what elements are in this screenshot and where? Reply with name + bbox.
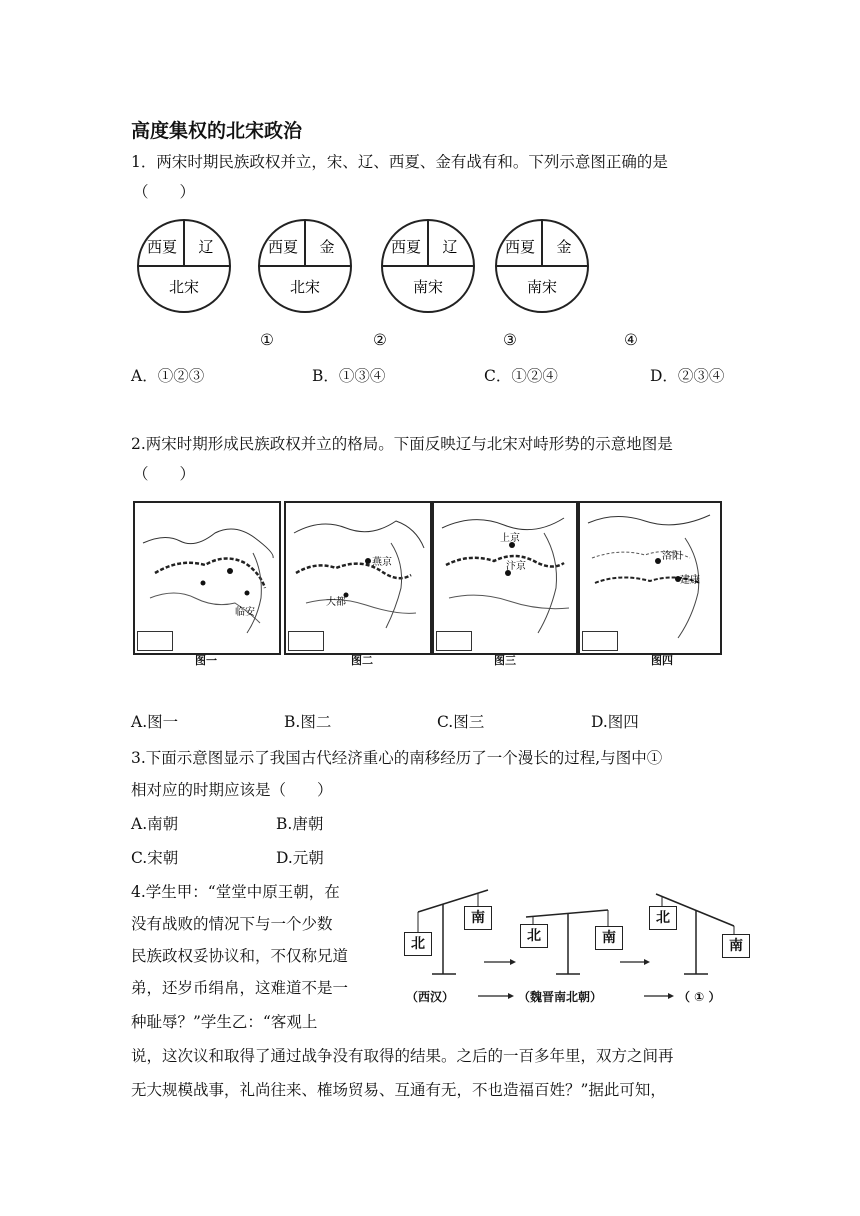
q2-map-2-caption: 图二 (351, 654, 373, 667)
q4-line-3: 民族政权妥协议和，不仅称兄道 (131, 947, 349, 965)
q2-map4-place-2: 建康 (680, 575, 700, 586)
q1-option-a[interactable]: A．①②③ (131, 367, 205, 385)
page-title: 高度集权的北宋政治 (131, 120, 303, 142)
q1-option-c[interactable]: C．①②④ (484, 367, 558, 385)
q1-d3-bottom: 南宋 (412, 278, 444, 296)
q3-option-c[interactable]: C.宋朝 (131, 849, 179, 867)
q2-stem: 2.两宋时期形成民族政权并立的格局。下面反映辽与北宋对峙形势的示意地图是 (131, 435, 673, 453)
q1-stem: 1．两宋时期民族政权并立，宋、辽、西夏、金有战有和。下列示意图正确的是 (131, 153, 668, 171)
q1-d3-tl: 西夏 (390, 238, 422, 256)
q2-map-3 (432, 501, 578, 655)
q1-diagram-4 (494, 218, 590, 314)
q1-d1-bottom: 北宋 (168, 278, 200, 296)
scale3-north: 北 (649, 906, 677, 930)
q2-map-4-caption: 图四 (651, 654, 673, 667)
q1-d2-bottom: 北宋 (289, 278, 321, 296)
q1-label-1: ① (260, 331, 274, 349)
q4-line-1: 4.学生甲：“堂堂中原王朝，在 (131, 883, 340, 901)
q1-d4-tr: 金 (556, 238, 572, 256)
q1-d4-tl: 西夏 (504, 238, 536, 256)
map-legend (582, 631, 618, 651)
q2-option-c[interactable]: C.图三 (437, 713, 485, 731)
q4-line-5: 种耻辱？”学生乙：“客观上 (131, 1013, 318, 1031)
map-legend (288, 631, 324, 651)
q4-line-2: 没有战败的情况下与一个少数 (131, 915, 333, 933)
q3-option-a[interactable]: A.南朝 (131, 815, 179, 833)
period-western-han: （西汉） (406, 990, 455, 1004)
q2-map1-place: 临安 (235, 607, 255, 618)
scale1-south: 南 (464, 906, 492, 930)
q4-line-6: 说，这次议和取得了通过战争没有取得的结果。之后的一百多年里，双方之间再 (131, 1047, 674, 1065)
q1-option-d[interactable]: D．②③④ (650, 367, 725, 385)
q3-option-d[interactable]: D.元朝 (276, 849, 324, 867)
q2-option-b[interactable]: B.图二 (284, 713, 332, 731)
q2-map-1-caption: 图一 (195, 654, 217, 667)
q2-map3-place-2: 汴京 (506, 561, 526, 572)
q1-option-b[interactable]: B．①③④ (312, 367, 386, 385)
period-blank-1: （ ① ） (678, 990, 721, 1004)
q1-stem-bracket: （ ） (133, 183, 196, 201)
q2-map3-place-1: 上京 (500, 533, 520, 544)
map-legend (137, 631, 173, 651)
scale2-north: 北 (520, 924, 548, 948)
q1-diagram-3 (380, 218, 476, 314)
q2-map2-place-1: 燕京 (372, 557, 392, 568)
q1-d2-tr: 金 (319, 238, 335, 256)
q2-option-a[interactable]: A.图一 (131, 713, 179, 731)
q1-label-3: ③ (503, 331, 517, 349)
q1-d1-tl: 西夏 (146, 238, 178, 256)
q1-diagram-2 (257, 218, 353, 314)
q1-d4-bottom: 南宋 (526, 278, 558, 296)
q2-option-d[interactable]: D.图四 (591, 713, 639, 731)
q3-stem: 3.下面示意图显示了我国古代经济重心的南移经历了一个漫长的过程,与图中① (131, 749, 663, 767)
q2-map-4 (578, 501, 722, 655)
map-legend (436, 631, 472, 651)
q2-map-3-caption: 图三 (494, 654, 516, 667)
q4-line-4: 弟，还岁币绢帛，这难道不是一 (131, 979, 349, 997)
q2-map4-place-1: 洛阳 (662, 551, 682, 562)
q1-label-4: ④ (624, 331, 638, 349)
q3-option-b[interactable]: B.唐朝 (276, 815, 324, 833)
q3-stem-line2: 相对应的时期应该是（ ） (131, 781, 333, 799)
scale2-south: 南 (595, 926, 623, 950)
q1-diagram-1 (136, 218, 232, 314)
scale3-south: 南 (722, 934, 750, 958)
period-wei-jin: （魏晋南北朝） (518, 990, 603, 1004)
q2-stem-bracket: （ ） (133, 465, 196, 483)
scale1-north: 北 (404, 932, 432, 956)
q4-line-7: 无大规模战事，礼尚往来、榷场贸易、互通有无，不也造福百姓？”据此可知， (131, 1081, 666, 1099)
q1-d1-tr: 辽 (198, 238, 214, 256)
q2-map-1 (133, 501, 281, 655)
q1-d2-tl: 西夏 (267, 238, 299, 256)
q3-scale-diagram (398, 882, 768, 1012)
q1-d3-tr: 辽 (442, 238, 458, 256)
q2-map2-place-2: 大都 (326, 597, 346, 608)
q1-label-2: ② (373, 331, 387, 349)
q2-map-2 (284, 501, 432, 655)
